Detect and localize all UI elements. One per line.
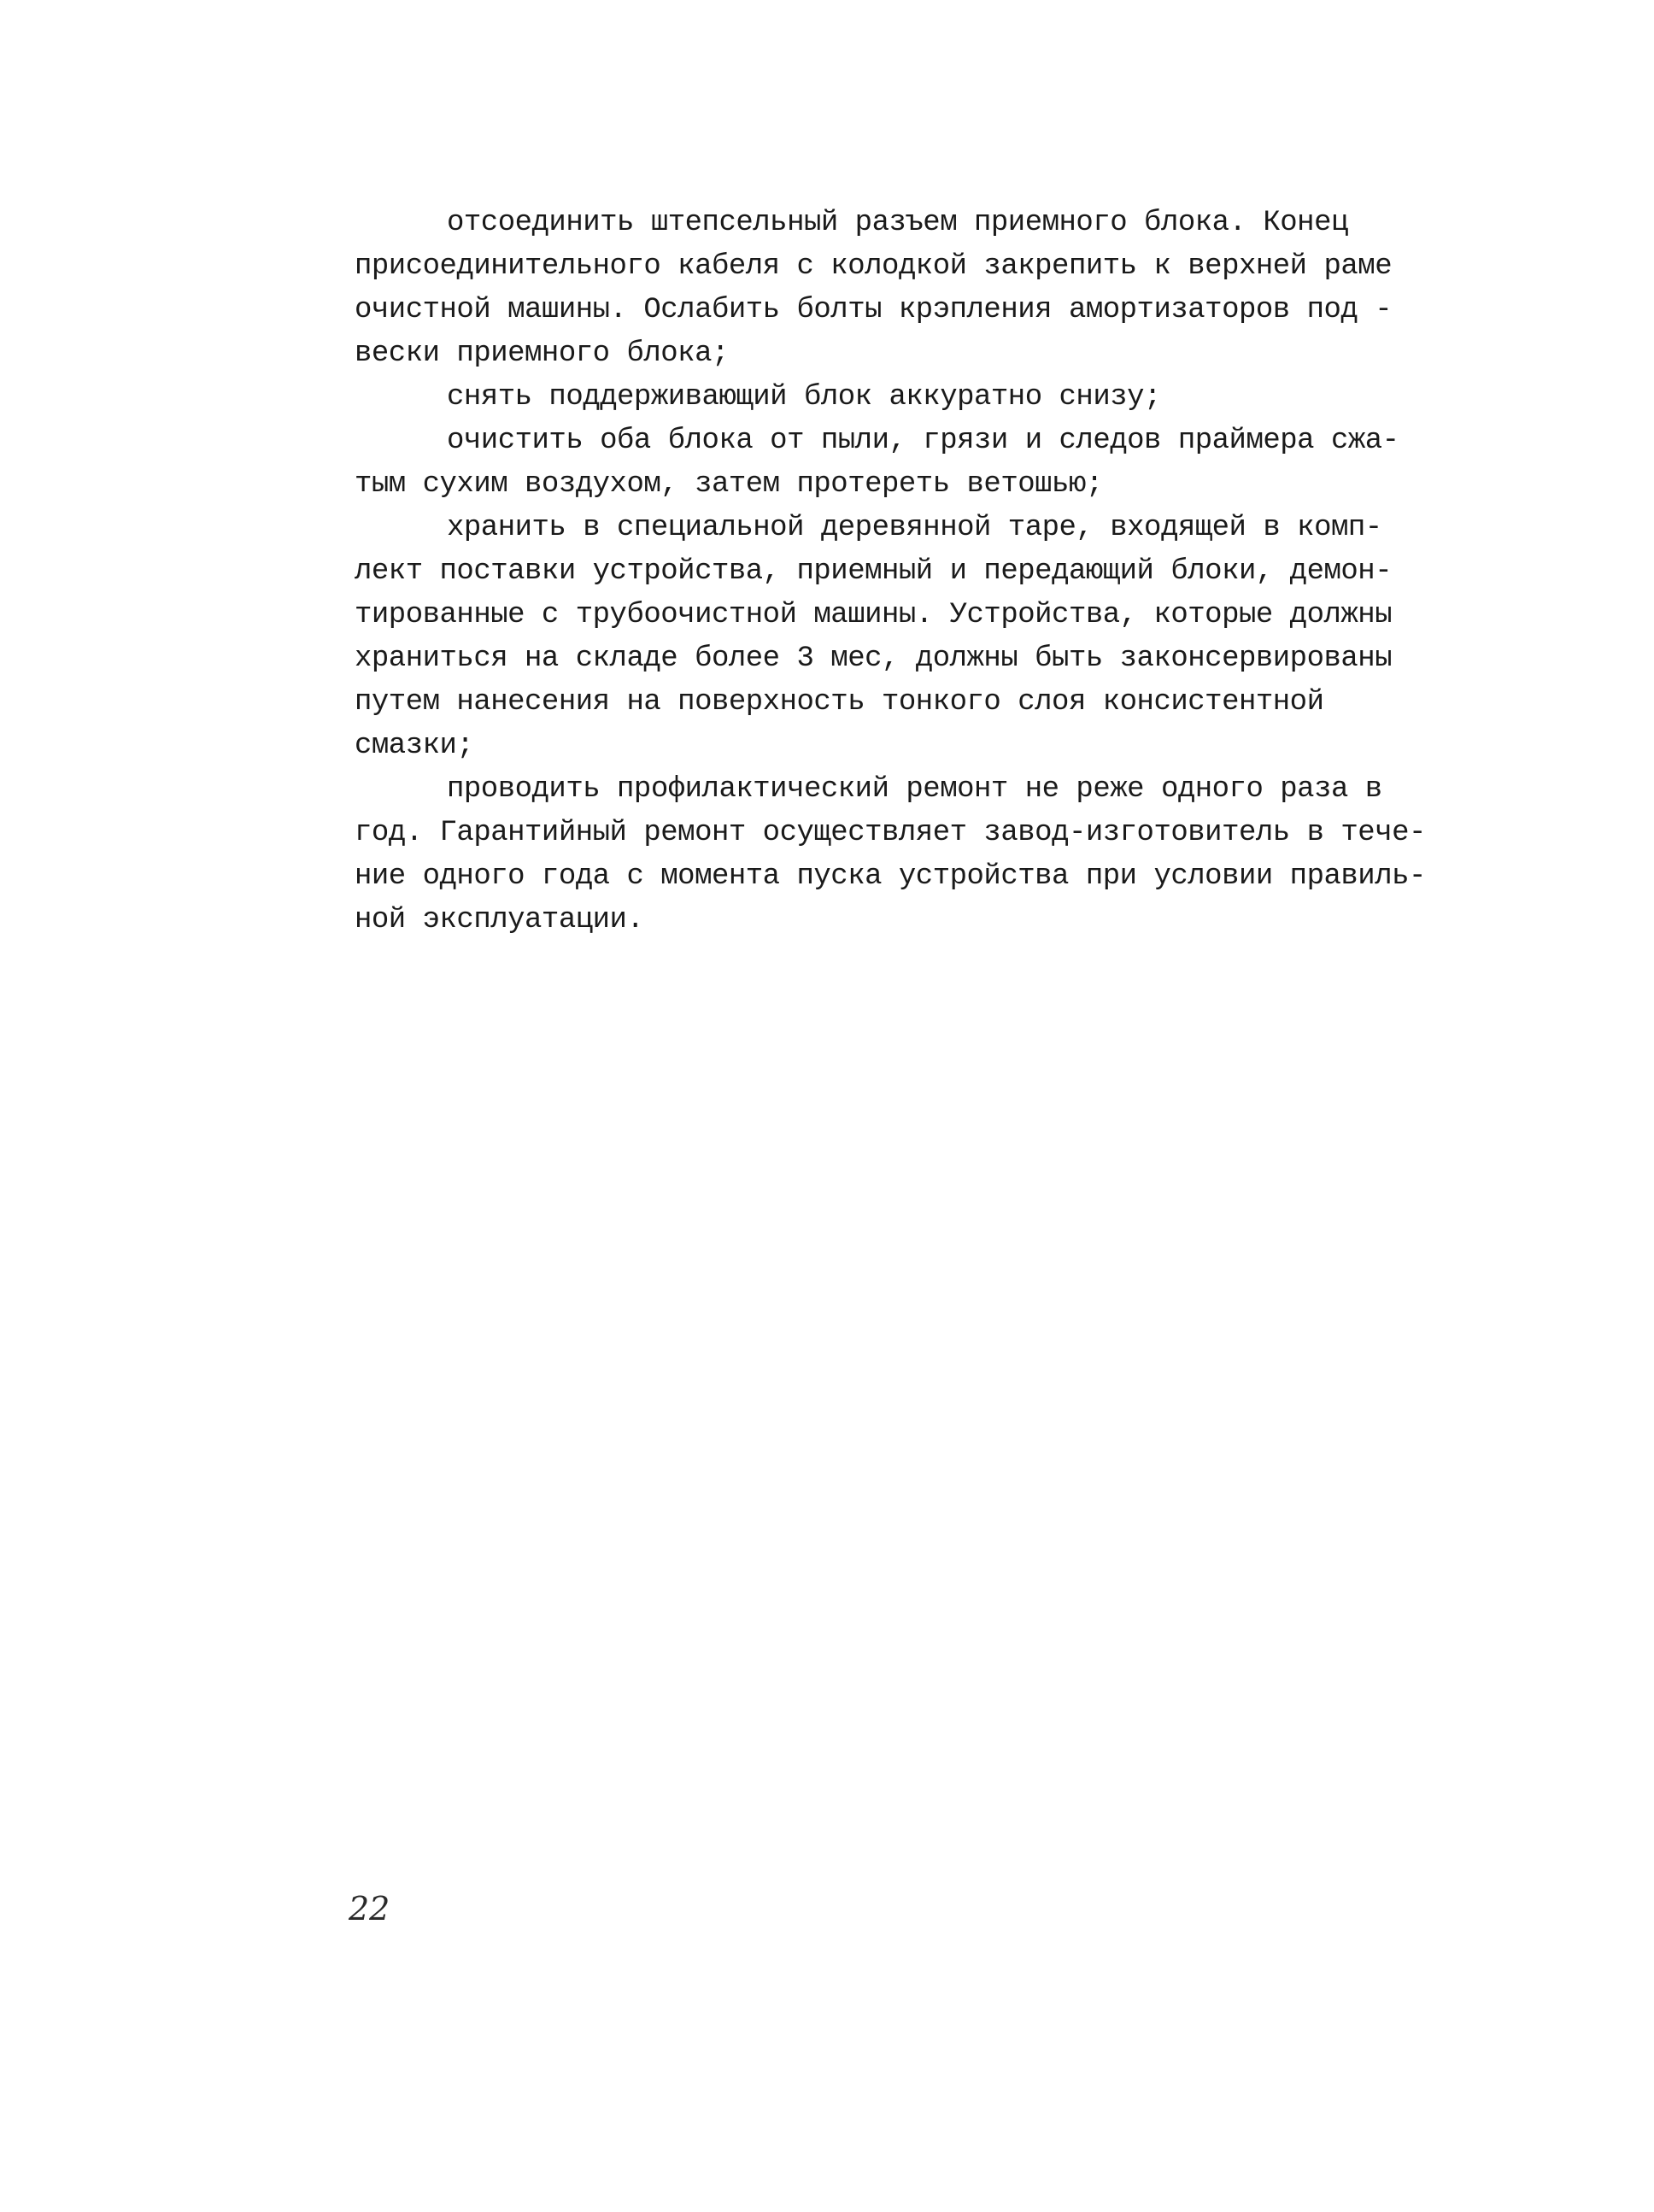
text-line: лект поставки устройства, приемный и передающий блоки, демон-	[355, 555, 1393, 588]
text-line: тым сухим воздухом, затем протереть ветошью;	[355, 468, 1103, 501]
text-line: год. Гарантийный ремонт осуществляет завод-изготовитель в тече-	[355, 817, 1426, 849]
text-line: отсоединить штепсельный разъем приемного блока. Конец	[447, 207, 1348, 239]
text-line: тированные с трубоочистной машины. Устройства, которые должны	[355, 599, 1393, 631]
text-line: присоединительного кабеля с колодкой закрепить к верхней раме	[355, 250, 1393, 283]
text-line: очистить оба блока от пыли, грязи и следов праймера сжа-	[447, 425, 1399, 457]
text-line: смазки;	[355, 730, 474, 762]
text-line: вески приемного блока;	[355, 337, 729, 370]
text-line: путем нанесения на поверхность тонкого слоя консистентной	[355, 686, 1324, 719]
text-line: ной эксплуатации.	[355, 904, 644, 936]
text-line: храниться на складе более 3 мес, должны быть законсервированы	[355, 642, 1393, 675]
text-line: снять поддерживающий блок аккуратно снизу;	[447, 381, 1161, 414]
body-text	[355, 202, 1499, 942]
text-line: проводить профилактический ремонт не реже одного раза в	[447, 773, 1382, 806]
text-line: ние одного года с момента пуска устройства при условии правиль-	[355, 860, 1426, 893]
page-number: 22	[349, 1890, 390, 1927]
text-line: хранить в специальной деревянной таре, входящей в комп-	[447, 512, 1382, 544]
text-line: очистной машины. Ослабить болты крэпления амортизаторов под -	[355, 294, 1393, 326]
